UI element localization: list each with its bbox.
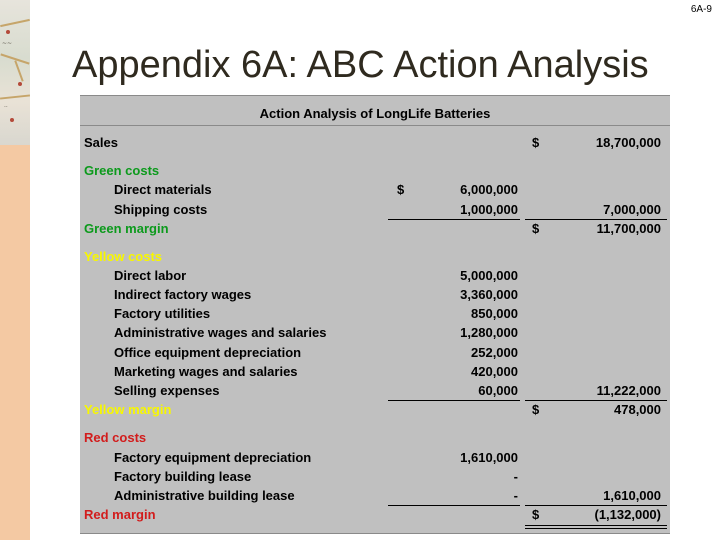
table-row-red-margin xyxy=(80,506,670,524)
amount-value: 252,000 xyxy=(471,345,518,360)
table-row-yellow-margin xyxy=(80,401,670,419)
row-label: Direct materials xyxy=(114,182,212,197)
dollar-sign: $ xyxy=(532,507,540,522)
table-row-red-costs-header xyxy=(80,429,670,447)
row-label: Administrative building lease xyxy=(114,488,295,503)
total-value: 18,700,000 xyxy=(595,135,661,150)
dollar-sign: $ xyxy=(397,182,405,197)
table-title: Action Analysis of LongLife Batteries xyxy=(259,106,491,121)
action-analysis-table xyxy=(80,95,670,534)
dollar-sign: $ xyxy=(532,221,540,236)
side-decoration-strip xyxy=(0,0,30,540)
table-row xyxy=(80,449,670,467)
total-value: 1,610,000 xyxy=(603,488,661,503)
amount-value: 420,000 xyxy=(471,364,518,379)
amount-value: 3,360,000 xyxy=(460,287,518,302)
total-value: 11,700,000 xyxy=(596,221,661,236)
table-row-sales xyxy=(80,134,670,152)
row-label: Factory equipment depreciation xyxy=(114,450,312,465)
amount-value: 1,000,000 xyxy=(460,202,518,217)
amount-value: - xyxy=(513,469,518,484)
table-row-green-costs-header xyxy=(80,162,670,180)
table-row xyxy=(80,468,670,486)
total-value: 7,000,000 xyxy=(603,202,661,217)
row-label: Red costs xyxy=(84,430,147,445)
row-label: Yellow margin xyxy=(84,402,172,417)
row-label: Factory building lease xyxy=(114,469,252,484)
table-row xyxy=(80,363,670,381)
table-row xyxy=(80,324,670,342)
map-decoration-image: ~~ ·· xyxy=(0,0,30,145)
dollar-sign: $ xyxy=(532,135,540,150)
total-double-underline xyxy=(525,525,667,526)
total-double-underline xyxy=(525,528,667,529)
dollar-sign: $ xyxy=(532,402,540,417)
amount-value: 60,000 xyxy=(478,383,518,398)
table-row xyxy=(80,267,670,285)
row-label: Red margin xyxy=(84,507,156,522)
total-value: 11,222,000 xyxy=(596,383,661,398)
table-row xyxy=(80,305,670,323)
row-label: Green margin xyxy=(84,221,169,236)
row-label: Shipping costs xyxy=(114,202,208,217)
total-value: 478,000 xyxy=(614,402,661,417)
title-divider xyxy=(80,125,670,126)
row-label: Administrative wages and salaries xyxy=(114,325,327,340)
row-label: Direct labor xyxy=(114,268,187,283)
row-label: Marketing wages and salaries xyxy=(114,364,298,379)
amount-value: - xyxy=(513,488,518,503)
table-row xyxy=(80,487,670,505)
row-label: Selling expenses xyxy=(114,383,220,398)
slide-number: 6A-9 xyxy=(690,4,712,15)
row-label: Indirect factory wages xyxy=(114,287,252,302)
table-row xyxy=(80,344,670,362)
table-row xyxy=(80,382,670,400)
table-row-direct-materials xyxy=(80,181,670,199)
row-label: Green costs xyxy=(84,163,160,178)
amount-value: 5,000,000 xyxy=(460,268,518,283)
table-row-yellow-costs-header xyxy=(80,248,670,266)
amount-value: 6,000,000 xyxy=(460,182,518,197)
slide-title: Appendix 6A: ABC Action Analysis xyxy=(72,44,649,86)
amount-value: 1,280,000 xyxy=(460,325,518,340)
row-label: Factory utilities xyxy=(114,306,211,321)
amount-value: 850,000 xyxy=(471,306,518,321)
table-row-shipping-costs xyxy=(80,201,670,219)
table-row-green-margin xyxy=(80,220,670,238)
row-label: Office equipment depreciation xyxy=(114,345,302,360)
row-label: Yellow costs xyxy=(84,249,163,264)
table-row xyxy=(80,286,670,304)
total-value: (1,132,000) xyxy=(594,507,661,522)
row-label: Sales xyxy=(84,135,118,150)
amount-value: 1,610,000 xyxy=(460,450,518,465)
